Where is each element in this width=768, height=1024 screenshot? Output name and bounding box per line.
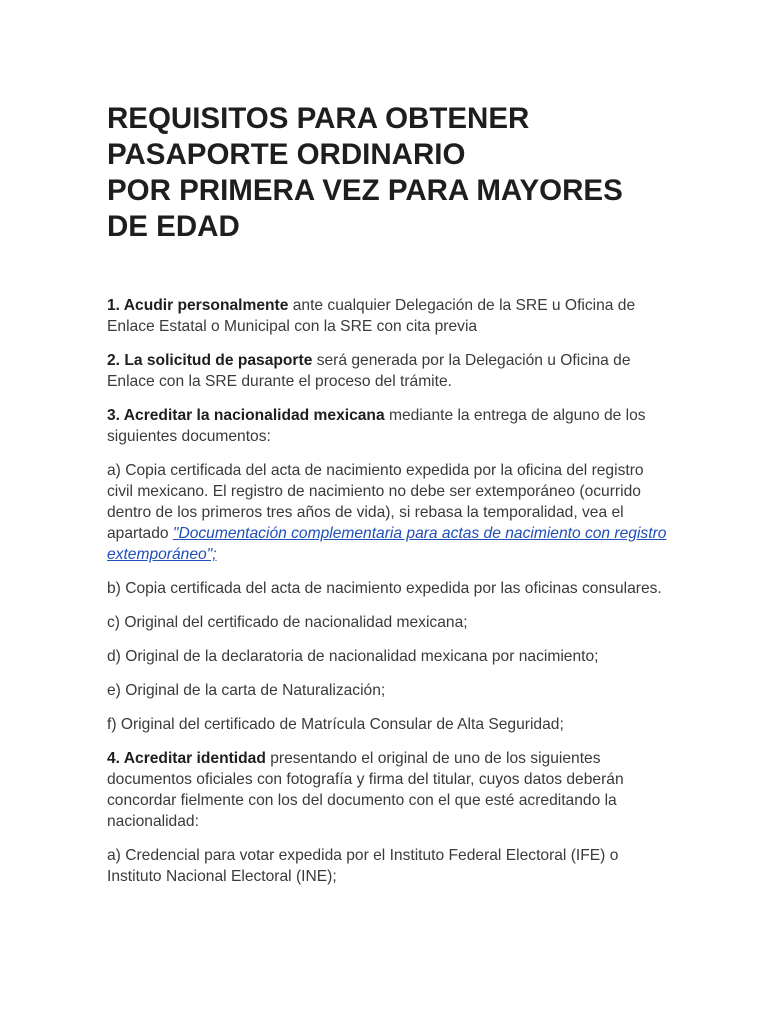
- requirement-4-text: presentando el original de uno de los siguientes documentos oficiales con fotografía y firma del titular, cuyos datos deberán concordar fielmente con los del documento con el que esté acreditando la nacionalidad:: [107, 750, 624, 830]
- requirement-1-text: ante cualquier Delegación de la SRE u Oficina de Enlace Estatal o Municipal con la SRE con cita previa: [107, 297, 636, 335]
- nationality-doc-c: c) Original del certificado de nacionalidad mexicana;: [107, 614, 468, 631]
- title-line-3: POR PRIMERA VEZ PARA MAYORES: [107, 174, 623, 207]
- requirement-3-text: mediante la entrega de alguno de los siguientes documentos:: [107, 407, 646, 445]
- requirement-4: [107, 748, 667, 832]
- requirement-4-heading: 4. Acreditar identidad: [107, 750, 266, 767]
- complementary-docs-link[interactable]: "Documentación complementaria para actas de nacimiento con registro extemporáneo";: [107, 525, 667, 563]
- nationality-doc-b: b) Copia certificada del acta de nacimiento expedida por las oficinas consulares.: [107, 580, 662, 597]
- requirement-3: [107, 405, 667, 447]
- nationality-doc-a: [107, 460, 667, 565]
- requirement-1-heading: 1. Acudir personalmente: [107, 297, 289, 314]
- title-line-1: REQUISITOS PARA OBTENER: [107, 102, 530, 135]
- nationality-doc-f: f) Original del certificado de Matrícula Consular de Alta Seguridad;: [107, 716, 564, 733]
- nationality-doc-d: d) Original de la declaratoria de nacionalidad mexicana por nacimiento;: [107, 648, 599, 665]
- requirement-1: [107, 295, 667, 337]
- title-line-4: DE EDAD: [107, 210, 240, 243]
- requirement-2-text: será generada por la Delegación u Oficina de Enlace con la SRE durante el proceso del trámite.: [107, 352, 631, 390]
- requirement-2: [107, 350, 667, 392]
- page-title: [107, 101, 667, 245]
- nationality-doc-a-text: a) Copia certificada del acta de nacimiento expedida por la oficina del registro civil mexicano. El registro de nacimiento no debe ser extemporáneo (ocurrido dentro de los primeros tres años de vida), si rebasa la temporalidad, vea el apartado: [107, 462, 644, 542]
- document-body: [107, 295, 667, 900]
- requirement-2-heading: 2. La solicitud de pasaporte: [107, 352, 313, 369]
- requirement-3-heading: 3. Acreditar la nacionalidad mexicana: [107, 407, 385, 424]
- nationality-doc-e: e) Original de la carta de Naturalización;: [107, 682, 386, 699]
- title-line-2: PASAPORTE ORDINARIO: [107, 138, 466, 171]
- identity-doc-a: a) Credencial para votar expedida por el Instituto Federal Electoral (IFE) o Instituto Nacional Electoral (INE);: [107, 847, 619, 885]
